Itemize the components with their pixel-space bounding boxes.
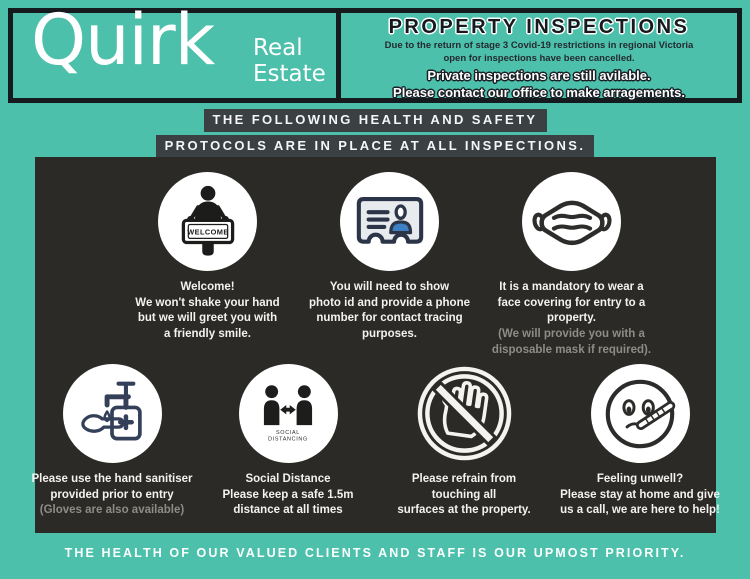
- caption-line: Please refrain from: [411, 473, 517, 486]
- caption-line: Please use the hand sanitiser: [31, 473, 193, 486]
- protocols-panel: [31, 157, 720, 533]
- caption-line: photo id and provide a phone: [309, 296, 470, 309]
- brand-sub-line1: Real: [253, 35, 303, 61]
- banner: [0, 107, 750, 160]
- caption: [560, 472, 720, 519]
- caption-line: Please keep a safe 1.5m: [222, 488, 354, 501]
- photo-id-icon: [349, 181, 431, 263]
- caption-line-muted: (Gloves are also available): [39, 504, 185, 517]
- banner-line-1: THE FOLLOWING HEALTH AND SAFETY: [204, 109, 547, 132]
- protocol-card-no-touching: [376, 364, 552, 519]
- caption-line: face covering for entry to a: [497, 296, 646, 309]
- icon-circle: [415, 364, 514, 463]
- welcome-sign-icon: [167, 181, 249, 263]
- notice-subline-1: Due to the return of stage 3 Covid-19 restrictions in regional Victoria: [384, 40, 694, 51]
- icon-circle: [239, 364, 338, 463]
- caption-line-muted: disposable mask if required).: [491, 343, 652, 356]
- banner-line-2: PROTOCOLS ARE IN PLACE AT ALL INSPECTIONS.: [156, 135, 595, 158]
- caption-line: surfaces at the property.: [397, 504, 531, 517]
- welcome-sign-text: WELCOME: [186, 227, 229, 237]
- protocol-card-social-distance: [200, 364, 376, 519]
- caption: [397, 472, 530, 519]
- caption-line: Please stay at home and give: [560, 488, 720, 501]
- logo-section: [13, 0, 341, 101]
- unwell-face-icon: [594, 368, 686, 460]
- caption-line: a friendly smile.: [164, 327, 251, 340]
- notice-highlight-1: Private inspections are still avilable.: [427, 67, 651, 83]
- icon-circle: [591, 364, 690, 463]
- caption-line: touching all: [431, 488, 497, 501]
- caption: [31, 472, 192, 519]
- caption-line: It is a mandatory to wear a: [499, 281, 644, 293]
- protocol-card-hand-sanitiser: [24, 364, 200, 519]
- brand-logo: Quirk: [31, 0, 215, 81]
- caption-line: number for contact tracing: [316, 312, 463, 325]
- caption-line: Welcome!: [180, 281, 235, 293]
- brand-sub-line2: Estate: [253, 61, 326, 88]
- icon-circle: [340, 172, 439, 271]
- header: [8, 0, 742, 103]
- caption: [309, 280, 470, 343]
- social-distancing-icon: [245, 371, 331, 457]
- protocols-row-1: [49, 157, 730, 358]
- caption-line: us a call, we are here to help!: [560, 504, 720, 517]
- caption-line: distance at all times: [233, 504, 343, 517]
- protocol-card-photo-id: [299, 172, 481, 358]
- social-distancing-label-2: DISTANCING: [268, 436, 308, 443]
- icon-circle: [522, 172, 621, 271]
- brand-sub-label: [253, 35, 326, 88]
- notice-section: [341, 13, 737, 101]
- caption: [135, 280, 279, 343]
- caption-line: Feeling unwell?: [596, 473, 684, 486]
- protocols-row-2: [24, 364, 728, 519]
- social-distancing-label-1: SOCIAL: [276, 429, 300, 436]
- caption-line: but we will greet you with: [137, 312, 278, 325]
- caption-line: You will need to show: [329, 281, 450, 293]
- icon-circle: [63, 364, 162, 463]
- caption-line-muted: (We will provide you with a: [498, 327, 645, 340]
- protocol-card-face-mask: [481, 172, 663, 358]
- caption-line: purposes.: [362, 327, 417, 340]
- face-mask-icon: [531, 181, 613, 263]
- caption-line: property.: [546, 312, 596, 325]
- icon-circle: [158, 172, 257, 271]
- no-touching-icon: [415, 364, 514, 463]
- caption-line: We won't shake your hand: [135, 296, 280, 309]
- protocol-card-welcome: [117, 172, 299, 358]
- caption: [492, 280, 651, 358]
- footer-tagline: THE HEALTH OF OUR VALUED CLIENTS AND STAFF IS OUR UPMOST PRIORITY.: [64, 546, 686, 560]
- notice-highlight-2: Please contact our office to make arragements.: [393, 84, 685, 100]
- notice-subline-2: open for inspections have been cancelled.: [443, 52, 635, 64]
- caption: [222, 472, 353, 519]
- hand-sanitizer-icon: [71, 373, 153, 455]
- notice-title: PROPERTY INSPECTIONS: [388, 16, 690, 38]
- protocol-card-feeling-unwell: [552, 364, 728, 519]
- caption-line: Social Distance: [245, 473, 331, 486]
- caption-line: provided prior to entry: [50, 488, 174, 501]
